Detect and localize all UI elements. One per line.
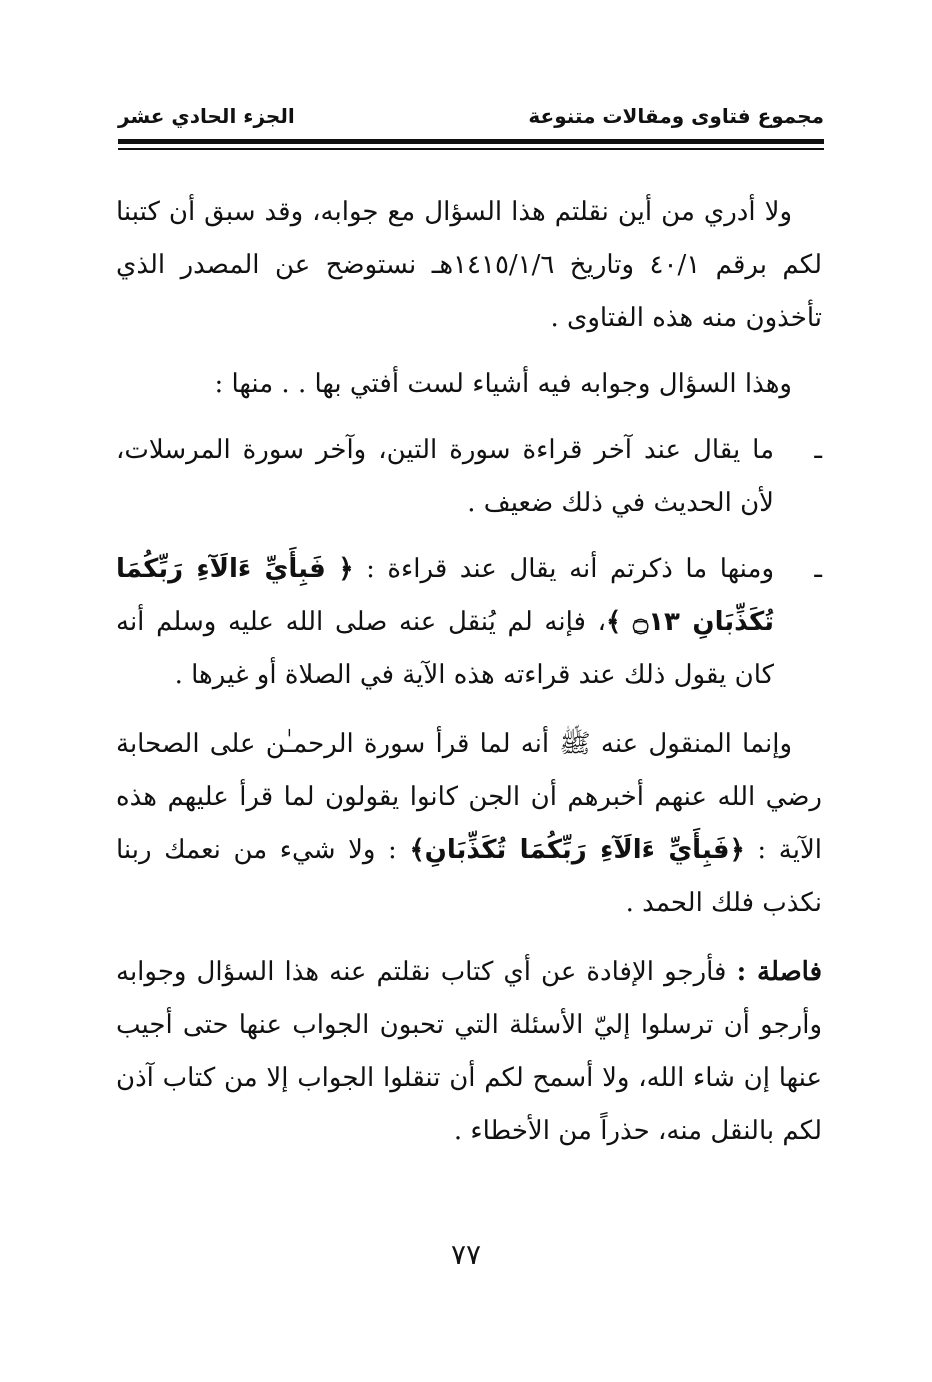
paragraph-1: ولا أدري من أين نقلتم هذا السؤال مع جوابه، وقد سبق أن كتبنا لكم برقم ٤٠/١ وتاريخ ١٤١٥/١/٦هـ نستوضح عن المصدر الذي تأخذون منه هذه الفتاوى . — [116, 197, 822, 333]
paragraph-2: وهذا السؤال وجوابه فيه أشياء لست أفتي بها . . منها : — [214, 369, 792, 399]
bullet-item-1 — [116, 424, 822, 530]
bullet-dash: ـ — [814, 554, 822, 584]
bullet-item-2 — [116, 543, 822, 702]
running-header — [118, 96, 824, 136]
paragraph-3-text-after: : ولا شيء من نعمك ربنا نكذب فلك الحمد . — [116, 835, 822, 918]
page-body — [116, 186, 822, 1158]
header-rule-thin — [118, 148, 824, 150]
paragraph-4-lead: فاصلة : — [736, 957, 823, 987]
header-rule-thick — [118, 139, 824, 144]
paragraph-4 — [116, 946, 822, 1158]
paragraph-3-text-before: وإنما المنقول عنه ﷺ أنه لما قرأ سورة الرحمـٰن على الصحابة رضي الله عنهم أخبرهم أن الجن كانوا يقولون لما قرأ عليهم هذه الآية : — [116, 729, 823, 865]
paragraph-3 — [116, 718, 822, 930]
bullet-dash: ـ — [814, 435, 822, 465]
header-volume: الجزء الحادي عشر — [118, 104, 295, 128]
quran-open-bracket: ﴿ — [729, 835, 745, 865]
bullet-item-2-text-before: ومنها ما ذكرتم أنه يقال عند قراءة : — [366, 554, 775, 584]
quran-verse: فَبِأَيِّ ءَالَآءِ رَبِّكُمَا تُكَذِّبَانِ ۝١٣ — [116, 554, 775, 637]
paragraph-4-text: فأرجو الإفادة عن أي كتاب نقلتم عنه هذا السؤال وجوابه وأرجو أن ترسلوا إليّ الأسئلة التي تحبون الجواب عنها حتى أجيب عنها إن شاء الله، ولا أسمح لكم أن تنقلوا الجواب إلا من كتاب آذن لكم بالنقل منه، حذراً من الأخطاء . — [116, 957, 822, 1146]
quran-open-bracket: ﴿ — [338, 554, 354, 584]
header-book-title: مجموع فتاوى ومقالات متنوعة — [528, 104, 824, 128]
page-number: ٧٧ — [450, 1238, 482, 1271]
bullet-item-1-text: ما يقال عند آخر قراءة سورة التين، وآخر سورة المرسلات، لأن الحديث في ذلك ضعيف . — [116, 435, 774, 518]
bullet-item-2-text-after: ، فإنه لم يُنقل عنه صلى الله عليه وسلم أنه كان يقول ذلك عند قراءته هذه الآية في الصلاة أو غيرها . — [116, 607, 774, 690]
quran-verse: فَبِأَيِّ ءَالَآءِ رَبِّكُمَا تُكَذِّبَانِ — [424, 835, 730, 865]
quran-close-bracket: ﴾ — [606, 607, 622, 637]
quran-close-bracket: ﴾ — [409, 835, 425, 865]
